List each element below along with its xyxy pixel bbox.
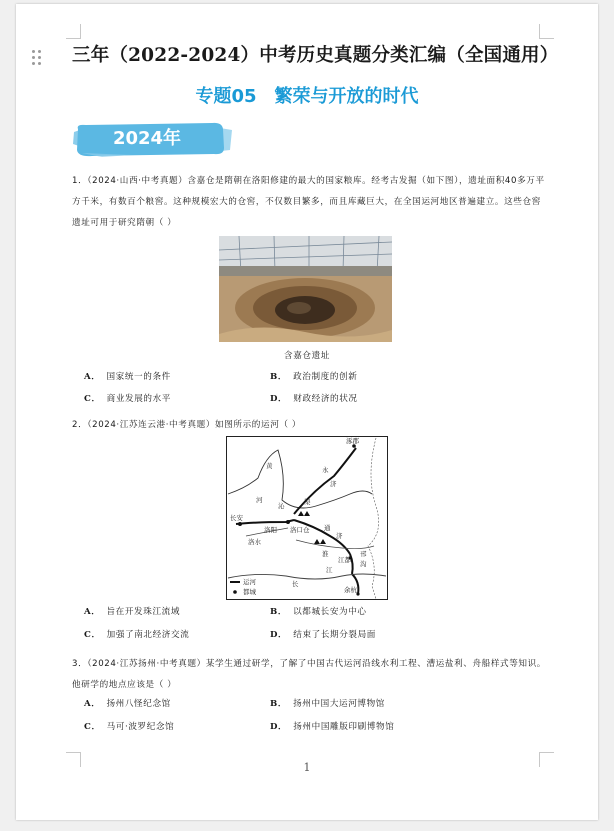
q1-option-b[interactable]: B． 政治制度的创新 bbox=[270, 372, 358, 382]
drag-handle-icon[interactable] bbox=[32, 50, 42, 66]
svg-text:涿郡: 涿郡 bbox=[346, 437, 359, 445]
svg-text:江都: 江都 bbox=[338, 556, 351, 564]
document-page bbox=[16, 4, 598, 820]
svg-text:洛口仓: 洛口仓 bbox=[290, 526, 310, 534]
q1-option-c[interactable]: C． 商业发展的水平 bbox=[84, 394, 171, 404]
photo-caption: 含嘉仓遗址 bbox=[284, 351, 330, 361]
q1-option-a[interactable]: A． 国家统一的条件 bbox=[84, 372, 171, 382]
question-3-stem: 3．（2024·江苏扬州·中考真题）某学生通过研学，了解了中国古代运河沿线水利工程、漕运盐利、舟船样式等知识。他研学的地点应该是（ ） bbox=[72, 659, 547, 690]
q2-option-c[interactable]: C． 加强了南北经济交流 bbox=[84, 630, 190, 640]
svg-text:黄: 黄 bbox=[266, 462, 273, 470]
q3-option-b[interactable]: B． 扬州中国大运河博物馆 bbox=[270, 699, 386, 709]
hanjia-granary-photo bbox=[219, 236, 392, 342]
q2-option-b[interactable]: B． 以都城长安为中心 bbox=[270, 607, 367, 617]
q1-option-d[interactable]: D． 财政经济的状况 bbox=[270, 394, 358, 404]
topic-subtitle bbox=[16, 82, 598, 108]
svg-text:通: 通 bbox=[324, 524, 331, 532]
svg-text:都城: 都城 bbox=[243, 588, 256, 596]
q3-option-d[interactable]: D． 扬州中国雕版印刷博物馆 bbox=[270, 722, 395, 732]
question-2-stem: 2．（2024·江苏连云港·中考真题）如图所示的运河（ ） bbox=[72, 420, 302, 430]
year-banner bbox=[72, 120, 234, 158]
svg-text:济: 济 bbox=[336, 532, 343, 540]
svg-text:沁: 沁 bbox=[278, 502, 285, 510]
svg-text:济: 济 bbox=[330, 480, 337, 488]
q3-option-c[interactable]: C． 马可·波罗纪念馆 bbox=[84, 722, 175, 732]
q3-option-a[interactable]: A． 扬州八怪纪念馆 bbox=[84, 699, 171, 709]
margin-mark bbox=[66, 24, 81, 39]
svg-text:运河: 运河 bbox=[243, 578, 256, 586]
svg-text:沟: 沟 bbox=[360, 560, 367, 568]
svg-text:永: 永 bbox=[322, 466, 329, 474]
topic-name: 繁荣与开放的时代 bbox=[274, 86, 419, 107]
page-number: 1 bbox=[303, 761, 311, 774]
year-label: 2024年 bbox=[112, 128, 182, 149]
svg-text:余杭: 余杭 bbox=[344, 586, 357, 594]
margin-mark bbox=[539, 24, 554, 39]
svg-text:长安: 长安 bbox=[230, 514, 243, 522]
document-title: 三年（2022-2024）中考历史真题分类汇编（全国通用） bbox=[72, 45, 559, 66]
svg-text:洛水: 洛水 bbox=[248, 538, 261, 546]
svg-text:渠: 渠 bbox=[304, 498, 311, 506]
sui-grand-canal-map bbox=[226, 436, 388, 600]
question-1-stem: 1．（2024·山西·中考真题）含嘉仓是隋朝在洛阳修建的最大的国家粮库。经考古发掘（如下图），遗址面积40多万平方千米，有数百个粮窖。这种规模宏大的仓窖，不仅数目繁多，而且库藏巨大，在全国运河地区普遍建立。这些仓窖遗址可用于研究隋朝（ ） bbox=[72, 176, 545, 228]
q2-option-d[interactable]: D． 结束了长期分裂局面 bbox=[270, 630, 376, 640]
svg-text:洛阳: 洛阳 bbox=[264, 526, 277, 534]
svg-text:河: 河 bbox=[256, 496, 263, 504]
topic-number: 专题05 bbox=[195, 86, 257, 107]
svg-text:邗: 邗 bbox=[360, 550, 367, 558]
q2-option-a[interactable]: A． 旨在开发珠江流域 bbox=[84, 607, 181, 617]
svg-text:江: 江 bbox=[326, 566, 333, 574]
svg-text:长: 长 bbox=[292, 580, 299, 588]
svg-text:淮: 淮 bbox=[322, 550, 329, 558]
